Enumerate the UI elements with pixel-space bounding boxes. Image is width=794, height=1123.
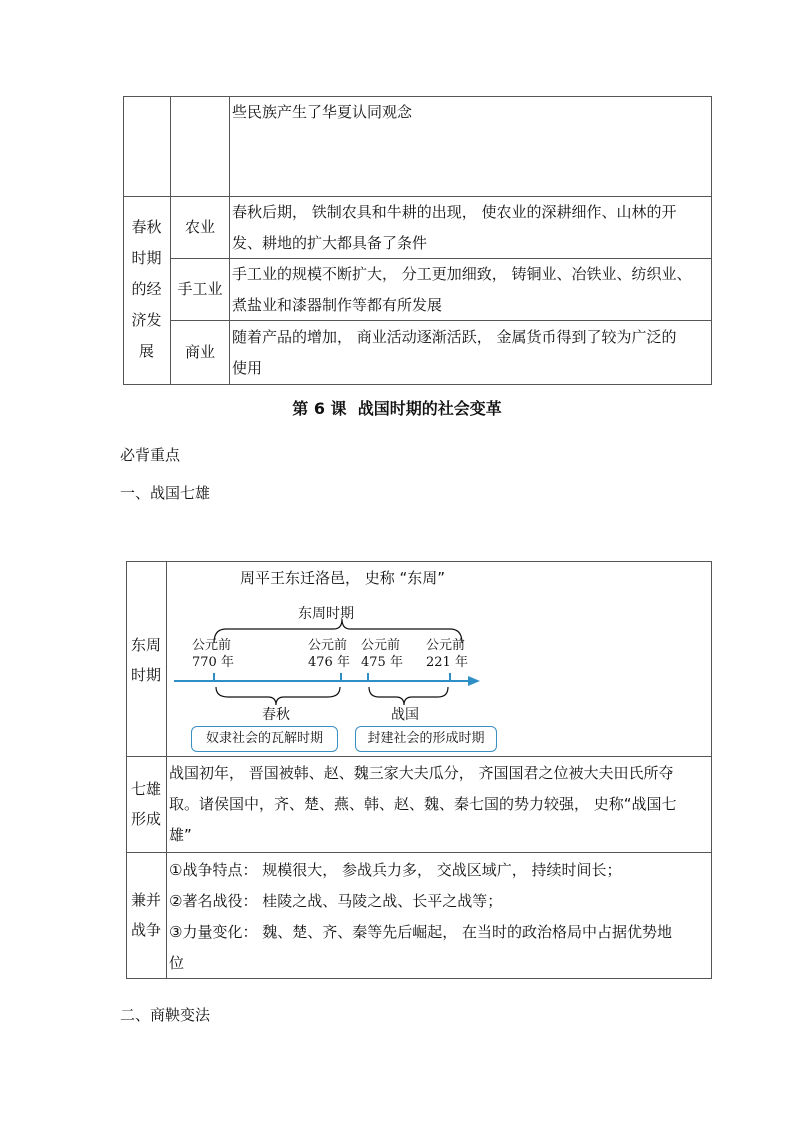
lesson-title: 第 6 课 战国时期的社会变革 [292,399,502,418]
handicraft-text: 手工业的规模不断扩大， 分工更加细致， 铸铜业、冶铁业、纺织业、 煮盐业和漆器制作等都有所发展 [232,265,692,314]
row-label-eastern-zhou: 东周 时期 [130,636,161,684]
heading-shang-yang-reform: 二、商鞅变法 [120,1006,211,1024]
date-476: 公元前 476 年 [308,638,350,670]
era-label-eastern-zhou: 东周时期 [298,606,354,622]
label-slavery-decline: 奴隶社会的瓦解时期 [191,726,338,752]
table1-row0-content: 些民族产生了华夏认同观念 [232,103,413,121]
table1-group-label: 春秋 时期 的经 济发 展 [131,218,162,360]
annexation-wars-text: ①战争特点： 规模很大， 参战兵力多， 交战区域广， 持续时间长； ②著名战役： 桂陵之战、马陵之战、长平之战等； ③力量变化： 魏、楚、齐、秦等先后崛起， 在当时的政治格局中占据优势地 位 [169,861,672,972]
row-label-annexation-wars: 兼并 战争 [130,891,161,939]
row-label-seven-states: 七雄 形成 [130,780,161,828]
commerce-text: 随着产品的增加， 商业活动逐渐活跃， 金属货币得到了较为广泛的 使用 [232,328,677,377]
category-handicraft: 手工业 [177,280,223,298]
period-spring-autumn: 春秋 [262,707,290,723]
category-agriculture: 农业 [184,218,215,236]
seven-states-text: 战国初年， 晋国被韩、赵、魏三家大夫瓜分， 齐国国君之位被大夫田氏所夺 取。诸侯国中，齐、楚、燕、韩、赵、魏、秦七国的势力较强， 史称“战国七 雄” [169,764,677,844]
label-feudal-formation: 封建社会的形成时期 [355,726,497,752]
period-warring-states: 战国 [391,707,419,723]
timeline-caption: 周平王东迁洛邑， 史称 “东周” [240,569,446,587]
date-770: 公元前 770 年 [192,638,234,670]
date-221: 公元前 221 年 [426,638,468,670]
date-475: 公元前 475 年 [361,638,403,670]
heading-seven-states: 一、战国七雄 [120,484,211,502]
section-label: 必背重点 [120,446,181,464]
category-commerce: 商业 [184,343,215,361]
agriculture-text: 春秋后期， 铁制农具和牛耕的出现， 使农业的深耕细作、山林的开 发、耕地的扩大都具备了条件 [232,203,677,252]
